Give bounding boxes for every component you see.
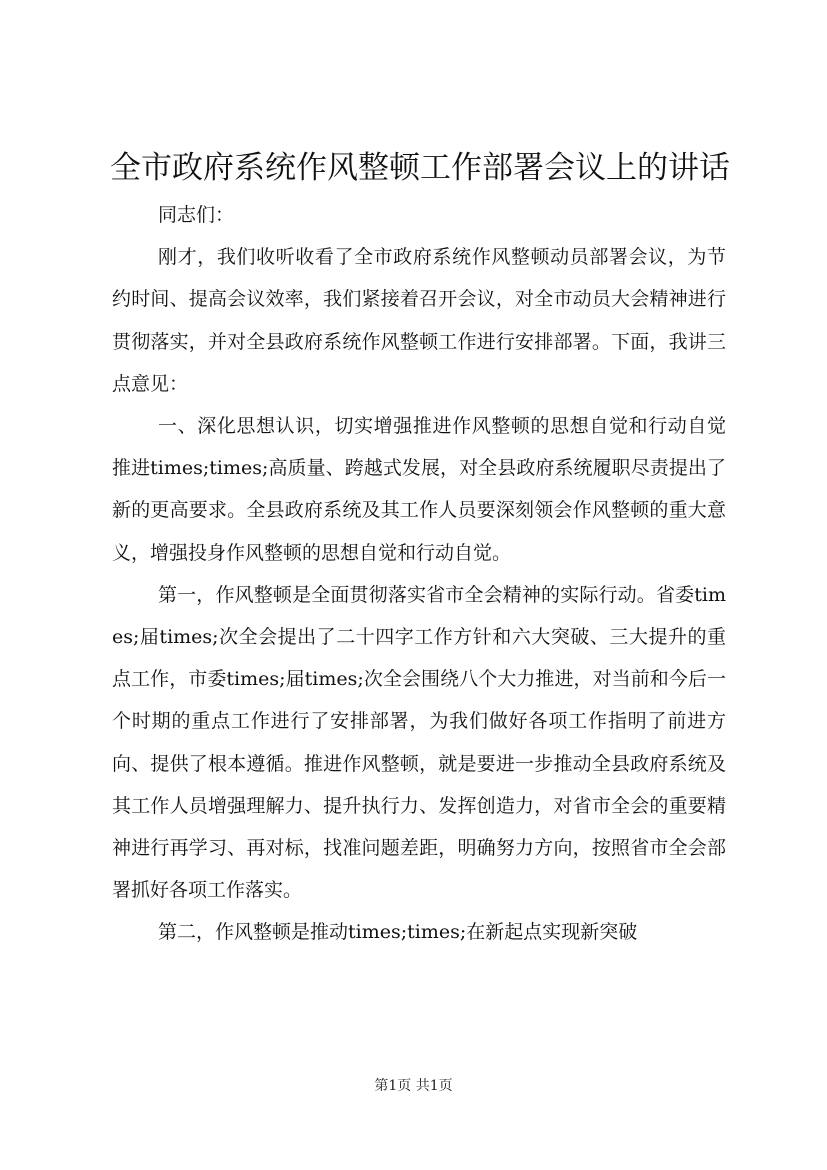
paragraph-intro: 刚才，我们收听收看了全市政府系统作风整顿动员部署会议，为节约时间、提高会议效率，我们紧接着召开会议，对全市动员大会精神进行贯彻落实，并对全县政府系统作风整顿工作进行安排部署。下面，我讲三点意见：	[112, 246, 726, 395]
paragraph-first-point: 第一，作风整顿是全面贯彻落实省市全会精神的实际行动。省委times;届times;次全会提出了二十四字工作方针和六大突破、三大提升的重点工作，市委times;届times;次全会围绕八个大力推进，对当前和今后一个时期的重点工作进行了安排部署，为我们做好各项工作指明了前进方向、提供了根本遵循。推进作风整顿，就是要进一步推动全县政府系统及其工作人员增强理解力、提升执行力、发挥创造力，对省市全会的重要精神进行再学习、再对标，找准问题差距，明确努力方向，按照省市全会部署抓好各项工作落实。	[112, 583, 726, 902]
paragraph-salutation: 同志们：	[158, 204, 235, 226]
document-body	[112, 194, 726, 954]
document-title: 全市政府系统作风整顿工作部署会议上的讲话	[110, 150, 730, 186]
paragraph-second-point: 第二，作风整顿是推动times;times;在新起点实现新突破	[158, 921, 638, 944]
page-footer: 第1页 共1页	[374, 1078, 453, 1094]
paragraph-section-one: 一、深化思想认识，切实增强推进作风整顿的思想自觉和行动自觉推进times;times;高质量、跨越式发展，对全县政府系统履职尽责提出了新的更高要求。全县政府系统及其工作人员要深刻领会作风整顿的重大意义，增强投身作风整顿的思想自觉和行动自觉。	[112, 415, 726, 564]
